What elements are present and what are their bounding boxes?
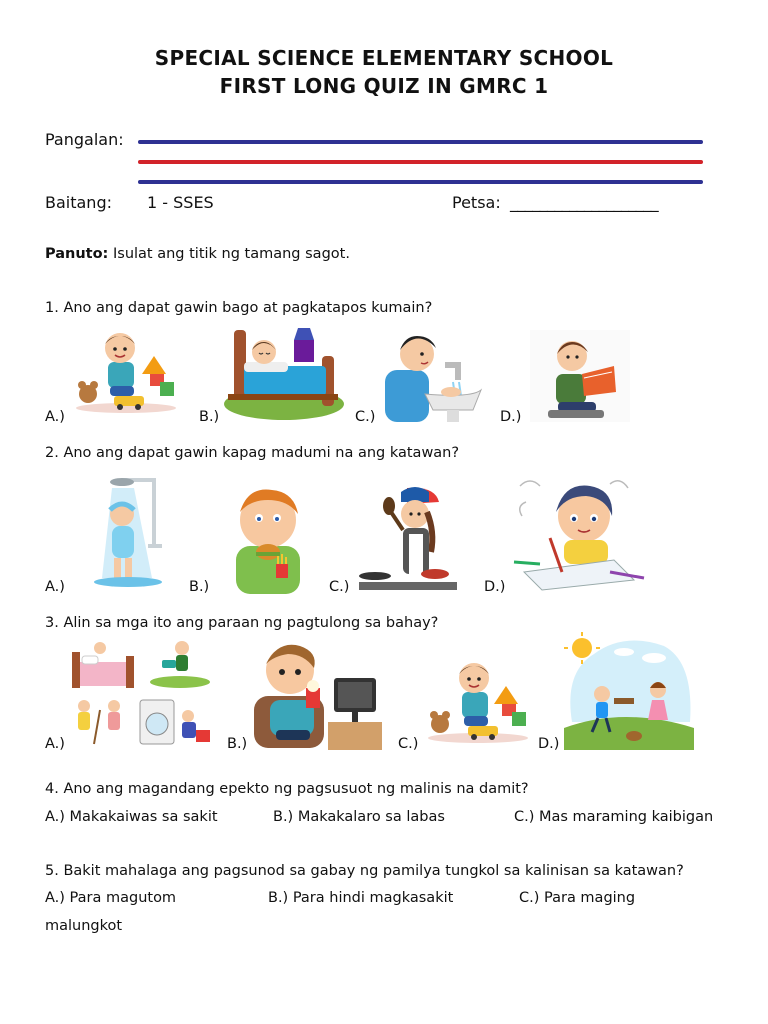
question-1-text: 1. Ano ang dapat gawin bago at pagkatapos kumain?	[45, 300, 433, 316]
child-eating-icon[interactable]	[228, 482, 308, 594]
q1-choice-a-letter[interactable]: A.)	[45, 409, 65, 425]
q1-choice-b-letter[interactable]: B.)	[199, 409, 220, 425]
q3-choice-d-letter[interactable]: D.)	[538, 736, 560, 752]
name-line-red	[138, 160, 703, 164]
child-drawing-icon[interactable]	[510, 476, 648, 594]
q4-choice-b[interactable]: B.) Makakalaro sa labas	[273, 809, 445, 825]
name-line-blue-2	[138, 180, 703, 184]
name-label: Pangalan:	[45, 130, 124, 149]
q2-choice-a-letter[interactable]: A.)	[45, 579, 65, 595]
household-chores-icon[interactable]	[70, 634, 212, 750]
q3-choice-c-letter[interactable]: C.)	[398, 736, 419, 752]
instructions-text: Isulat ang titik ng tamang sagot.	[112, 246, 350, 262]
question-2-text: 2. Ano ang dapat gawin kapag madumi na ang katawan?	[45, 445, 460, 461]
q4-choice-c[interactable]: C.) Mas maraming kaibigan	[514, 809, 714, 825]
q2-choice-b-letter[interactable]: B.)	[189, 579, 210, 595]
child-washing-hands-icon[interactable]	[381, 324, 486, 422]
child-sleeping-icon[interactable]	[222, 322, 346, 422]
q3-choice-a-letter[interactable]: A.)	[45, 736, 65, 752]
q3-choice-b-letter[interactable]: B.)	[227, 736, 248, 752]
q5-choice-a[interactable]: A.) Para magutom	[45, 890, 177, 906]
school-name: SPECIAL SCIENCE ELEMENTARY SCHOOL	[154, 46, 614, 70]
children-playing-outside-icon[interactable]	[564, 632, 694, 750]
q5-choice-c[interactable]: C.) Para maging	[519, 890, 636, 906]
name-line-blue[interactable]	[138, 140, 703, 144]
q4-choice-a[interactable]: A.) Makakaiwas sa sakit	[45, 809, 218, 825]
quiz-title: FIRST LONG QUIZ IN GMRC 1	[219, 74, 549, 98]
child-cooking-icon[interactable]	[355, 482, 459, 594]
q1-choice-c-letter[interactable]: C.)	[355, 409, 376, 425]
grade-value: 1 - SSES	[147, 193, 214, 212]
child-showering-icon[interactable]	[82, 468, 174, 590]
q5-choice-b[interactable]: B.) Para hindi magkasakit	[268, 890, 454, 906]
question-4-text: 4. Ano ang magandang epekto ng pagsusuot ng malinis na damit?	[45, 781, 529, 797]
question-3-text: 3. Alin sa mga ito ang paraan ng pagtulong sa bahay?	[45, 615, 439, 631]
question-5-text: 5. Bakit mahalaga ang pagsunod sa gabay ng pamilya tungkol sa kalinisan sa katawan?	[45, 863, 684, 879]
q1-choice-d-letter[interactable]: D.)	[500, 409, 522, 425]
q2-choice-d-letter[interactable]: D.)	[484, 579, 506, 595]
instructions	[45, 246, 350, 262]
instructions-label: Panuto:	[45, 246, 109, 262]
q5-choice-c-continuation: malungkot	[45, 918, 123, 934]
child-playing-toys-icon-2[interactable]	[424, 652, 532, 744]
q2-choice-c-letter[interactable]: C.)	[329, 579, 350, 595]
grade-label: Baitang:	[45, 193, 112, 212]
child-playing-toys-icon[interactable]	[70, 322, 182, 414]
date-label: Petsa:	[452, 193, 501, 212]
child-watching-tv-icon[interactable]	[252, 640, 384, 752]
child-reading-book-icon[interactable]	[530, 330, 630, 422]
date-blank[interactable]: ____________________	[510, 193, 659, 212]
